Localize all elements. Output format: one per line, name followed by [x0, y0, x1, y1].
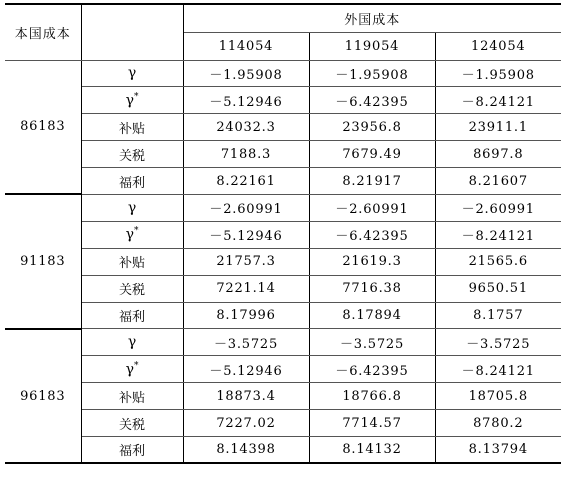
home-cost-cell: 86183 — [5, 60, 81, 194]
value-cell: 7679.49 — [309, 141, 435, 168]
metric-label-welfare: 福利 — [81, 436, 183, 463]
value-cell: 8.1757 — [435, 302, 561, 329]
metric-label-tariff: 关税 — [81, 275, 183, 302]
metric-label-gamma: γ — [81, 329, 183, 356]
metric-label-subsidy: 补贴 — [81, 383, 183, 410]
foreign-cost-value-3: 124054 — [435, 32, 561, 60]
table-row — [5, 275, 561, 302]
value-cell: 7714.57 — [309, 410, 435, 437]
foreign-cost-value-2: 119054 — [309, 32, 435, 60]
metric-label-subsidy: 补贴 — [81, 114, 183, 141]
value-cell: 8697.8 — [435, 141, 561, 168]
metric-label-welfare: 福利 — [81, 168, 183, 195]
metric-label-welfare: 福利 — [81, 302, 183, 329]
cost-comparison-table — [5, 3, 561, 464]
value-cell: －1.95908 — [309, 60, 435, 87]
value-cell: 21619.3 — [309, 248, 435, 275]
value-cell: 8.13794 — [435, 436, 561, 463]
metric-label-gamma-star — [81, 87, 183, 114]
value-cell: －2.60991 — [309, 194, 435, 221]
value-cell: 23911.1 — [435, 114, 561, 141]
value-cell: 8780.2 — [435, 410, 561, 437]
value-cell: －5.12946 — [183, 356, 309, 383]
metric-superscript: * — [133, 226, 139, 237]
value-cell: －8.24121 — [435, 221, 561, 248]
home-cost-header: 本国成本 — [5, 4, 81, 60]
value-cell: －6.42395 — [309, 87, 435, 114]
value-cell: 7716.38 — [309, 275, 435, 302]
home-cost-cell: 96183 — [5, 329, 81, 463]
value-cell: －3.5725 — [435, 329, 561, 356]
metric-label-subsidy: 补贴 — [81, 248, 183, 275]
table-row — [5, 141, 561, 168]
metric-label-gamma: γ — [81, 194, 183, 221]
value-cell: －8.24121 — [435, 356, 561, 383]
table-row — [5, 356, 561, 383]
table-row — [5, 194, 561, 221]
value-cell: 8.14132 — [309, 436, 435, 463]
value-cell: 18873.4 — [183, 383, 309, 410]
table-row — [5, 248, 561, 275]
value-cell: 7221.14 — [183, 275, 309, 302]
value-cell: 21565.6 — [435, 248, 561, 275]
value-cell: －6.42395 — [309, 221, 435, 248]
value-cell: －1.95908 — [435, 60, 561, 87]
value-cell: －8.24121 — [435, 87, 561, 114]
value-cell: 8.21917 — [309, 168, 435, 195]
metric-label-gamma-star — [81, 356, 183, 383]
value-cell: 7227.02 — [183, 410, 309, 437]
value-cell: 8.21607 — [435, 168, 561, 195]
metric-label-gamma: γ — [81, 60, 183, 87]
value-cell: 18705.8 — [435, 383, 561, 410]
table-row — [5, 410, 561, 437]
header-row-1 — [5, 4, 561, 32]
value-cell: 7188.3 — [183, 141, 309, 168]
metric-label-tariff: 关税 — [81, 141, 183, 168]
value-cell: －3.5725 — [183, 329, 309, 356]
table-row — [5, 87, 561, 114]
metric-label-tariff: 关税 — [81, 410, 183, 437]
value-cell: 21757.3 — [183, 248, 309, 275]
value-cell: 24032.3 — [183, 114, 309, 141]
value-cell: 8.14398 — [183, 436, 309, 463]
value-cell: －5.12946 — [183, 221, 309, 248]
value-cell: －5.12946 — [183, 87, 309, 114]
foreign-cost-value-1: 114054 — [183, 32, 309, 60]
table-row — [5, 302, 561, 329]
table-row — [5, 383, 561, 410]
table-row — [5, 221, 561, 248]
metric-superscript: * — [133, 92, 139, 102]
metric-symbol: γ — [125, 227, 134, 244]
table-row — [5, 114, 561, 141]
value-cell: －2.60991 — [435, 194, 561, 221]
table-body — [5, 60, 561, 463]
value-cell: －6.42395 — [309, 356, 435, 383]
value-cell: 8.17894 — [309, 302, 435, 329]
value-cell: －2.60991 — [183, 194, 309, 221]
value-cell: －1.95908 — [183, 60, 309, 87]
value-cell: 8.22161 — [183, 168, 309, 195]
value-cell: －3.5725 — [309, 329, 435, 356]
foreign-cost-header: 外国成本 — [183, 4, 561, 32]
metric-label-gamma-star — [81, 221, 183, 248]
value-cell: 8.17996 — [183, 302, 309, 329]
value-cell: 9650.51 — [435, 275, 561, 302]
value-cell: 18766.8 — [309, 383, 435, 410]
table-row — [5, 60, 561, 87]
home-cost-cell: 91183 — [5, 194, 81, 328]
table-row — [5, 168, 561, 195]
metric-symbol: γ — [125, 92, 134, 109]
value-cell: 23956.8 — [309, 114, 435, 141]
metric-superscript: * — [133, 360, 139, 371]
table-row — [5, 329, 561, 356]
metric-symbol: γ — [125, 361, 134, 378]
metric-header-blank — [81, 4, 183, 60]
table-row — [5, 436, 561, 463]
